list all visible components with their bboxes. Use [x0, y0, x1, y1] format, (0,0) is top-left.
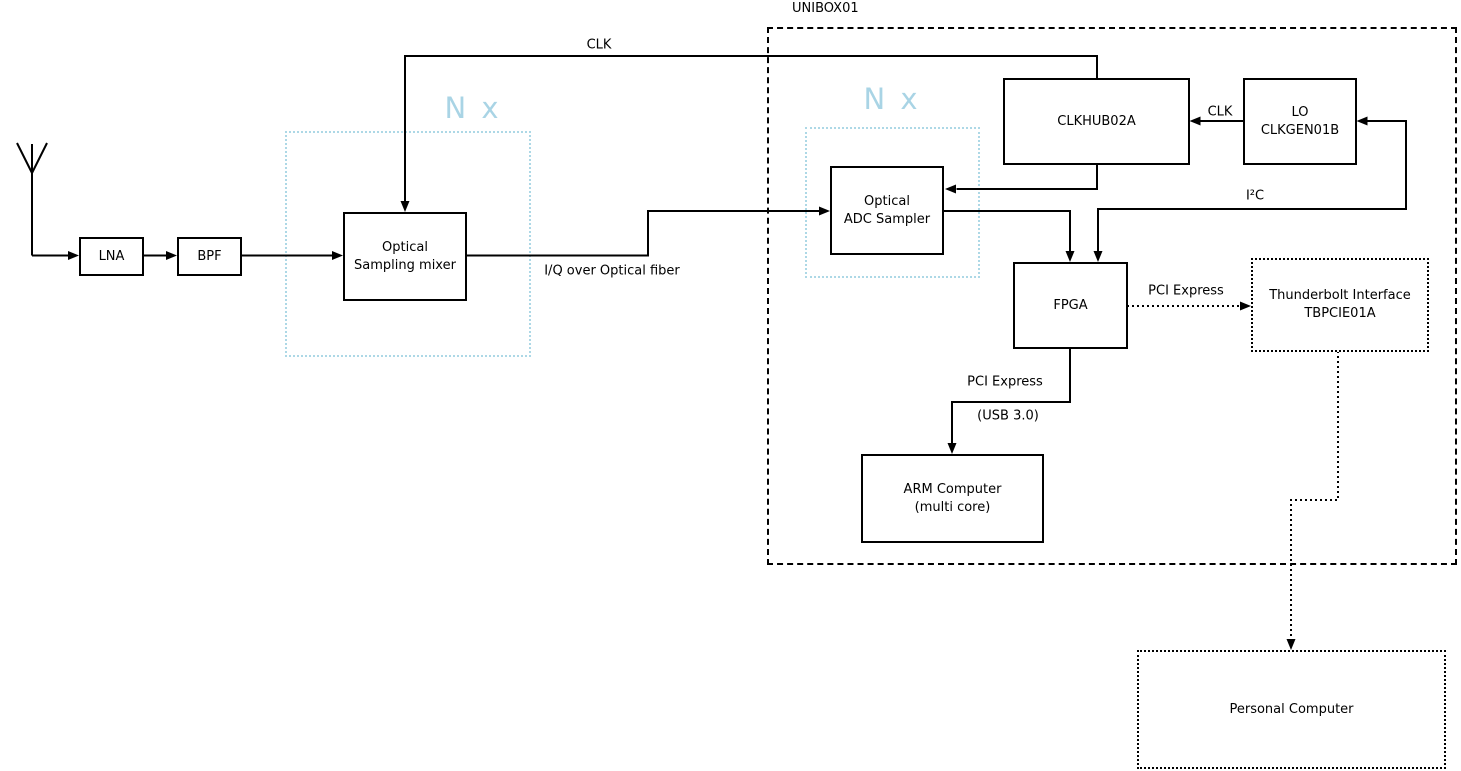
node-bpf-label: BPF: [197, 248, 222, 264]
edge-adc-fpga: [943, 211, 1070, 252]
arrowheads: [68, 117, 1368, 651]
node-lo-label-line2: CLKGEN01B: [1260, 122, 1340, 138]
node-mixer-label-line1: Optical: [382, 239, 428, 255]
usb-30-label: (USB 3.0): [977, 408, 1039, 424]
node-arm-computer: [861, 454, 1044, 543]
node-fpga-label: FPGA: [1053, 297, 1088, 313]
edge-fpga-arm: [952, 348, 1070, 444]
node-fpga: [1013, 262, 1128, 349]
edge-clkhub-adc: [957, 164, 1098, 189]
node-thunderbolt-label-line2: TBPCIE01A: [1304, 306, 1376, 321]
pci-express-thunderbolt-label: PCI Express: [1148, 283, 1224, 299]
node-personal-computer: [1137, 650, 1446, 769]
pci-express-arm-label: PCI Express: [967, 374, 1043, 390]
node-lna-label: LNA: [98, 248, 125, 264]
node-bpf: [177, 237, 242, 276]
antenna-icon: [17, 143, 47, 256]
node-adc-label-line1: Optical: [864, 193, 910, 209]
node-clkhub-label: CLKHUB02A: [1057, 113, 1136, 129]
node-optical-sampling-mixer: [343, 212, 467, 301]
node-lo-clkgen01b: [1243, 78, 1357, 165]
node-optical-adc-sampler: [830, 166, 944, 255]
node-mixer-label-line2: Sampling mixer: [354, 257, 456, 273]
node-adc-label-line2: ADC Sampler: [843, 211, 931, 227]
node-lo-label-line1: LO: [1291, 104, 1309, 120]
clk-lo-label: CLK: [1207, 104, 1233, 120]
clk-top-label: CLK: [586, 37, 612, 53]
iq-optical-fiber-label: I/Q over Optical fiber: [544, 263, 680, 279]
node-clkhub02a: [1003, 78, 1190, 165]
nx-right-label: N x: [863, 82, 921, 116]
nx-left-label: N x: [444, 91, 502, 125]
edge-thunderbolt-pc: [1291, 351, 1338, 640]
unibox01-label: UNIBOX01: [792, 1, 859, 16]
edge-mixer-adc: [466, 211, 820, 256]
node-arm-label-line2: (multi core): [914, 499, 991, 515]
edge-clk-to-mixer: [405, 56, 1097, 202]
node-arm-label-line1: ARM Computer: [903, 481, 1002, 497]
node-thunderbolt-label-line1: Thunderbolt Interface: [1269, 288, 1411, 304]
node-lna: [79, 237, 144, 276]
i2c-label: I²C: [1245, 188, 1265, 204]
node-thunderbolt-interface: [1251, 258, 1429, 352]
node-pc-label: Personal Computer: [1229, 701, 1354, 717]
